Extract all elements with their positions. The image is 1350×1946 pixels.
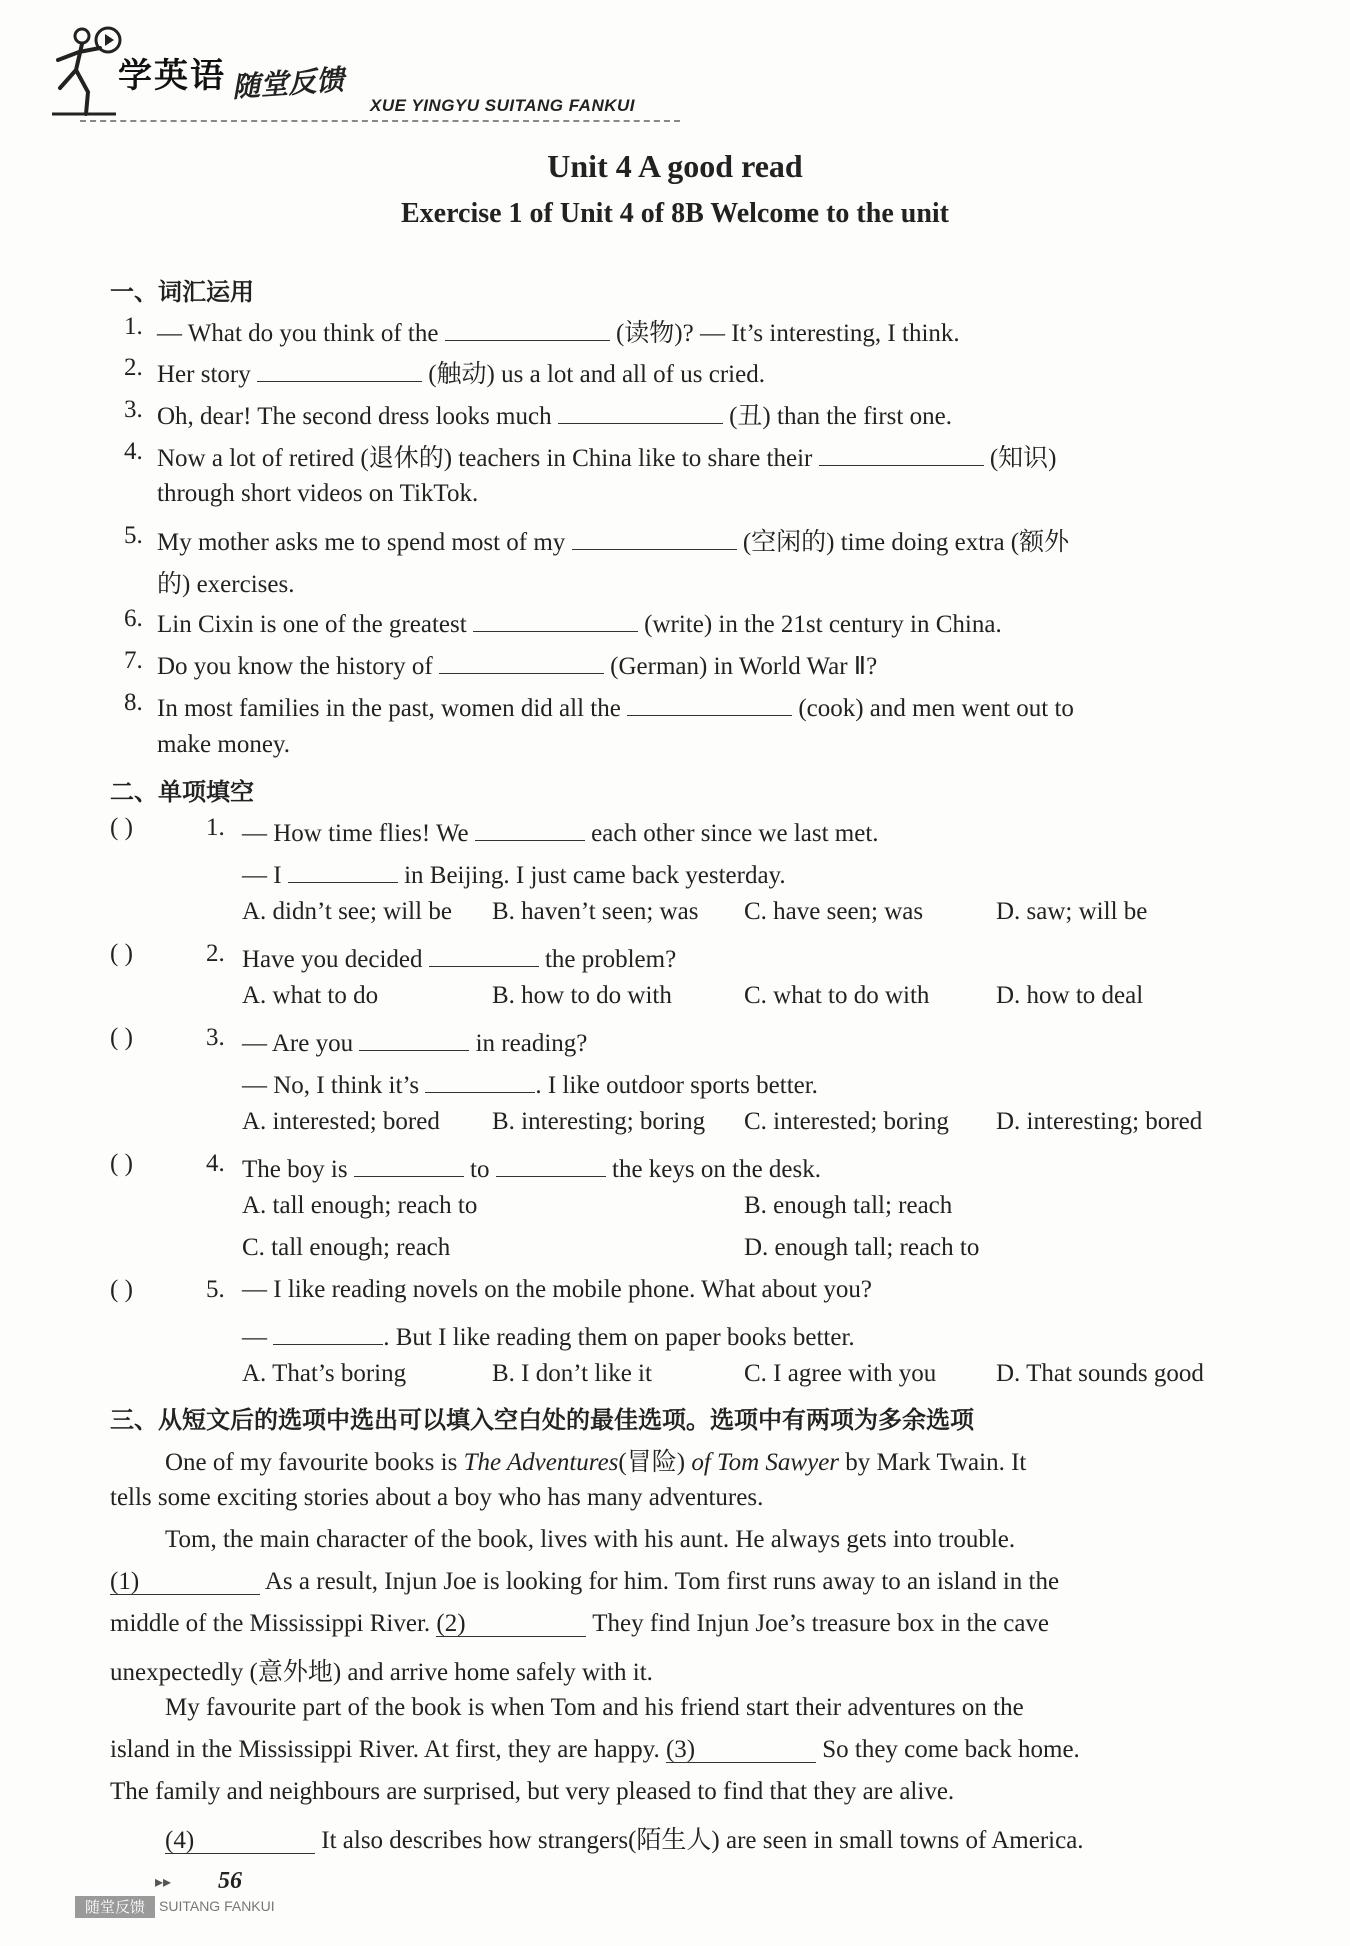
q5-text-a: My mother asks me to spend most of my [157, 529, 566, 556]
q7-text-a: Do you know the history of [157, 653, 433, 680]
mc4-text-a: The boy is [242, 1156, 348, 1183]
mc4-option-b: B. enough tall; reach [744, 1192, 953, 1219]
mc5-text-c: — [242, 1324, 267, 1351]
mc2-text-a: Have you decided [242, 946, 423, 973]
exercise-title: Exercise 1 of Unit 4 of 8B Welcome to the unit [400, 198, 949, 229]
q8-text-a: In most families in the past, women did all the [157, 695, 621, 722]
mc2-number: 2. [206, 940, 225, 967]
q8-number: 8. [124, 689, 143, 716]
mc3-option-b: B. interesting; boring [492, 1108, 706, 1135]
answer-blank[interactable] [558, 397, 723, 424]
vocab-q6 [157, 605, 1002, 639]
mc5-option-d: D. That sounds good [996, 1360, 1204, 1387]
passage-blank-1[interactable] [110, 1568, 260, 1595]
mc1-text-d: in Beijing. I just came back yesterday. [404, 862, 786, 889]
q1-text-a: — What do you think of the [157, 320, 439, 347]
section2-heading: 二、单项填空 [110, 778, 254, 806]
book-title: The Adventures [463, 1449, 619, 1476]
answer-paren[interactable]: ( ) [110, 1024, 133, 1051]
answer-paren[interactable]: ( ) [110, 940, 133, 967]
passage-line-1 [165, 1442, 1026, 1478]
mc5-option-c: C. I agree with you [744, 1360, 937, 1387]
mc5-number: 5. [206, 1276, 225, 1303]
answer-blank[interactable] [627, 689, 792, 716]
q7-text-b: (German) in World War Ⅱ? [610, 653, 878, 680]
mc2-option-a: A. what to do [242, 982, 379, 1009]
passage-line-10 [165, 1820, 1084, 1856]
passage-line-3: Tom, the main character of the book, lives with his aunt. He always gets into trouble. [165, 1526, 1016, 1553]
mc4-stem [242, 1150, 821, 1184]
mc1-text-a: — How time flies! We [242, 820, 469, 847]
play-arrows-icon: ▸▸ [155, 1872, 172, 1891]
footer-cn: 随堂反馈 [75, 1896, 155, 1918]
page-header [40, 18, 680, 128]
vocab-q8 [157, 689, 1074, 723]
passage-text: by Mark Twain. It [845, 1449, 1027, 1476]
answer-blank[interactable] [473, 605, 638, 632]
mc1-text-b: each other since we last met. [591, 820, 879, 847]
mc3-number: 3. [206, 1024, 225, 1051]
vocab-q1 [157, 313, 960, 349]
mc4-number: 4. [206, 1150, 225, 1177]
answer-paren[interactable]: ( ) [110, 1276, 133, 1303]
mc1-option-a: A. didn’t see; will be [242, 898, 452, 925]
q4-text-b: (知识) [989, 445, 1057, 472]
answer-blank[interactable] [819, 439, 984, 466]
q2-number: 2. [124, 354, 143, 381]
mc4-option-d: D. enough tall; reach to [744, 1234, 980, 1261]
mc4-text-b: to [470, 1156, 490, 1183]
mc1-stem [242, 814, 879, 848]
answer-blank[interactable] [429, 940, 539, 967]
footer-bar [75, 1896, 280, 1918]
answer-blank[interactable] [288, 856, 398, 883]
passage-text: So they come back home. [822, 1736, 1080, 1763]
blank-label: (4) [165, 1827, 195, 1854]
answer-blank[interactable] [273, 1318, 383, 1345]
mc5-text-d: . But I like reading them on paper books better. [383, 1324, 855, 1351]
mc5-stem-2 [242, 1318, 855, 1352]
section1-heading: 一、词汇运用 [110, 278, 254, 306]
q6-number: 6. [124, 605, 143, 632]
mc2-option-c: C. what to do with [744, 982, 930, 1009]
mc5-option-a: A. That’s boring [242, 1360, 407, 1387]
q5-number: 5. [124, 522, 143, 549]
mc1-text-c: — I [242, 862, 282, 889]
passage-line-6: unexpectedly (意外地) and arrive home safely with it. [110, 1659, 653, 1686]
mc2-option-d: D. how to deal [996, 982, 1144, 1009]
mc3-text-b: in reading? [475, 1030, 588, 1057]
book-title-tom: Tom Sawyer [717, 1449, 840, 1476]
mc5-stem: — I like reading novels on the mobile phone. What about you? [242, 1276, 872, 1303]
passage-line-9: The family and neighbours are surprised, but very pleased to find that they are alive. [110, 1778, 955, 1805]
answer-blank[interactable] [445, 314, 610, 341]
passage-line-5 [110, 1610, 1049, 1638]
answer-blank[interactable] [425, 1066, 535, 1093]
passage-blank-4[interactable] [165, 1827, 315, 1854]
vocab-q3 [157, 396, 952, 432]
answer-blank[interactable] [354, 1150, 464, 1177]
section3-heading: 三、从短文后的选项中选出可以填入空白处的最佳选项。选项中有两项为多余选项 [110, 1406, 974, 1434]
q6-text-b: (write) in the 21st century in China. [644, 611, 1002, 638]
q1-text-b: (读物)? — It’s interesting, I think. [615, 320, 960, 347]
passage-blank-3[interactable] [666, 1736, 816, 1763]
mc3-stem-2 [242, 1066, 818, 1100]
mc1-number: 1. [206, 814, 225, 841]
answer-blank[interactable] [439, 647, 604, 674]
blank-label: (2) [436, 1610, 466, 1637]
header-divider [80, 120, 680, 122]
q2-text-b: (触动) us a lot and all of us cried. [428, 361, 765, 388]
answer-blank[interactable] [257, 355, 422, 382]
mc4-option-a: A. tall enough; reach to [242, 1192, 478, 1219]
q3-number: 3. [124, 396, 143, 423]
header-logo-en: XUE YINGYU SUITANG FANKUI [370, 96, 636, 115]
header-logo-cn: 学英语 [118, 56, 226, 96]
footer-en: SUITANG FANKUI [159, 1898, 275, 1914]
q6-text-a: Lin Cixin is one of the greatest [157, 611, 467, 638]
q2-text-a: Her story [157, 361, 251, 388]
mc3-text-a: — Are you [242, 1030, 354, 1057]
passage-text: middle of the Mississippi River. [110, 1610, 431, 1637]
passage-line-8 [110, 1736, 1080, 1764]
mc3-option-d: D. interesting; bored [996, 1108, 1203, 1135]
passage-gloss: (冒险) [618, 1449, 686, 1476]
passage-blank-2[interactable] [436, 1610, 586, 1637]
mc3-text-d: . I like outdoor sports better. [535, 1072, 818, 1099]
passage-text: They find Injun Joe’s treasure box in the cave [592, 1610, 1050, 1637]
q5-text-b: (空闲的) time doing extra (额外 [742, 529, 1070, 556]
vocab-q5 [157, 522, 1069, 558]
answer-paren[interactable]: ( ) [110, 1150, 133, 1177]
page-number: 56 [218, 1868, 242, 1894]
mc1-stem-2 [242, 856, 786, 890]
passage-text: One of my favourite books is [165, 1449, 458, 1476]
answer-blank[interactable] [496, 1150, 606, 1177]
q7-number: 7. [124, 647, 143, 674]
mc3-text-c: — No, I think it’s [242, 1072, 420, 1099]
passage-line-2: tells some exciting stories about a boy who has many adventures. [110, 1484, 764, 1511]
mc5-option-b: B. I don’t like it [492, 1360, 652, 1387]
mc1-option-b: B. haven’t seen; was [492, 898, 699, 925]
q3-text-a: Oh, dear! The second dress looks much [157, 403, 552, 430]
passage-text: island in the Mississippi River. At first, they are happy. [110, 1736, 660, 1763]
passage-text: It also describes how strangers(陌生人) are seen in small towns of America. [321, 1827, 1084, 1854]
answer-blank[interactable] [572, 523, 737, 550]
unit-title: Unit 4 A good read [547, 148, 803, 184]
answer-blank[interactable] [475, 814, 585, 841]
header-logo-cn-2: 随堂反馈 [231, 63, 346, 104]
vocab-q2 [157, 354, 765, 390]
mc2-text-b: the problem? [544, 946, 677, 973]
q3-text-b: (丑) than the first one. [729, 403, 952, 430]
runner-figure-icon [46, 22, 126, 122]
vocab-q4 [157, 438, 1057, 474]
blank-label: (1) [110, 1568, 140, 1595]
mc3-stem [242, 1024, 587, 1058]
q4-text-a: Now a lot of retired (退休的) teachers in China like to share their [157, 445, 813, 472]
mc2-option-b: B. how to do with [492, 982, 672, 1009]
mc1-option-c: C. have seen; was [744, 898, 924, 925]
book-title-of: of [691, 1449, 711, 1476]
passage-line-7: My favourite part of the book is when Tom and his friend start their adventures on the [165, 1694, 1024, 1721]
mc1-option-d: D. saw; will be [996, 898, 1148, 925]
q8-text-b: (cook) and men went out to [798, 695, 1074, 722]
answer-paren[interactable]: ( ) [110, 814, 133, 841]
mc2-stem [242, 940, 676, 974]
answer-blank[interactable] [359, 1024, 469, 1051]
mc4-option-c: C. tall enough; reach [242, 1234, 451, 1261]
q5-text-c: 的) exercises. [157, 571, 295, 598]
mc4-text-c: the keys on the desk. [612, 1156, 821, 1183]
q4-number: 4. [124, 438, 143, 465]
mc3-option-c: C. interested; boring [744, 1108, 949, 1135]
q8-text-c: make money. [157, 731, 291, 758]
blank-label: (3) [665, 1736, 696, 1763]
vocab-q7 [157, 647, 877, 681]
passage-text: As a result, Injun Joe is looking for him. Tom first runs away to an island in the [264, 1568, 1060, 1595]
mc3-option-a: A. interested; bored [242, 1108, 440, 1135]
q1-number: 1. [124, 313, 143, 340]
q4-text-c: through short videos on TikTok. [157, 480, 479, 507]
passage-line-4 [110, 1568, 1059, 1596]
